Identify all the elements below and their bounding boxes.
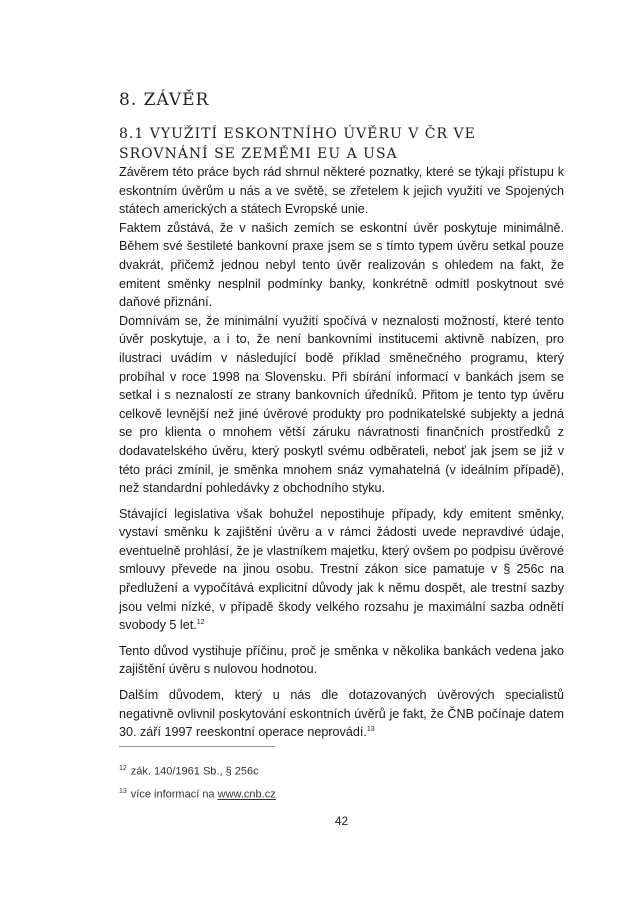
footnote-12-text: zák. 140/1961 Sb., § 256c — [130, 765, 259, 778]
footnote-13-text: více informací na — [130, 788, 218, 801]
footnote-13 — [119, 788, 276, 801]
paragraph-reason: Tento důvod vystihuje příčinu, proč je směnka v několika bankách vedena jako zajištění úvěru s nulovou hodnotou. — [119, 643, 564, 677]
footnote-ref-12[interactable]: 12 — [196, 619, 205, 627]
footnote-12-number: 12 — [119, 765, 127, 772]
paragraph-fact: Faktem zůstává, že v našich zemích se eskontní úvěr poskytuje minimálně. Během své šestileté bankovní praxe jsem se s tímto typem úvěru setkal pouze dvakrát, přičemž jednou nebyl tento úvěr realizován s ohledem na fakt, že emitent směnky nesplnil podmínky banky, konkrétně odmítl poskytnout své daňové přiznání. — [119, 220, 564, 310]
footnote-ref-13[interactable]: 13 — [366, 726, 375, 734]
paragraph-cnb — [119, 686, 564, 742]
paragraph-opinion: Domnívám se, že minimální využití spočívá v neznalosti možností, které tento úvěr poskytuje, a i to, že není bankovními institucemi aktivně nabízen, pro ilustraci uvádím v následující bodě příklad směnečného programu, který probíhal v roce 1998 na Slovensku. Při sbírání informací v bankách jsem se setkal i s neznalostí ze strany bankovních úředníků. Přitom je tento typ úvěru celkově levnější než jiné úvěrové produkty pro podnikatelské subjekty a jedná se pro klienta o mnohem větší záruku návratnosti finančních prostředků z dodavatelského úvěru, který poskytl svému odběrateli, neboť jak jsem se již v této práci zmínil, je směnka mnohem snáz vymahatelná (v ideálním případě), než standardní pohledávky z obchodního styku. — [119, 313, 564, 496]
body-text — [119, 163, 564, 742]
page-number: 42 — [334, 814, 349, 828]
chapter-title: 8. ZÁVĚR — [119, 90, 210, 110]
footnote-13-number: 13 — [119, 788, 127, 795]
paragraph-legislation-text: Stávající legislativa však bohužel nepostihuje případy, kdy emitent směnky, vystaví směnku k zajištění úvěru a v rámci žádosti uvede nepravdivé údaje, eventuelně prohlásí, že je vlastníkem majetku, který ovšem po podpisu úvěrové smlouvy převede na jinou osobu. Trestní zákon sice pamatuje v § 256c na předlužení a vypočítává explicitní důvody jak k němu dospět, ale trestní sazby jsou velmi nízké, v případě škody velkého rozsahu je maximální sazba odnětí svobody 5 let. — [119, 506, 564, 633]
paragraph-legislation — [119, 505, 564, 635]
footnote-12 — [119, 765, 259, 778]
footnote-divider — [119, 746, 275, 747]
paragraph-cnb-text: Dalším důvodem, který u nás dle dotazovaných úvěrových specialistů negativně ovlivnil poskytování eskontních úvěrů je fakt, že ČNB počínaje datem 30. září 1997 reeskontní operace neprovádí. — [119, 688, 564, 740]
paragraph-intro: Závěrem této práce bych rád shrnul některé poznatky, které se týkají přístupu k eskontním úvěrům u nás a ve světě, se zřetelem k jejich využití ve Spojených státech amerických a státech Evropské unie. — [119, 165, 564, 217]
cnb-link[interactable]: www.cnb.cz — [217, 788, 276, 801]
section-title: 8.1 VYUŽITÍ ESKONTNÍHO ÚVĚRU V ČR VE SROVNÁNÍ SE ZEMĚMI EU A USA — [119, 126, 476, 162]
